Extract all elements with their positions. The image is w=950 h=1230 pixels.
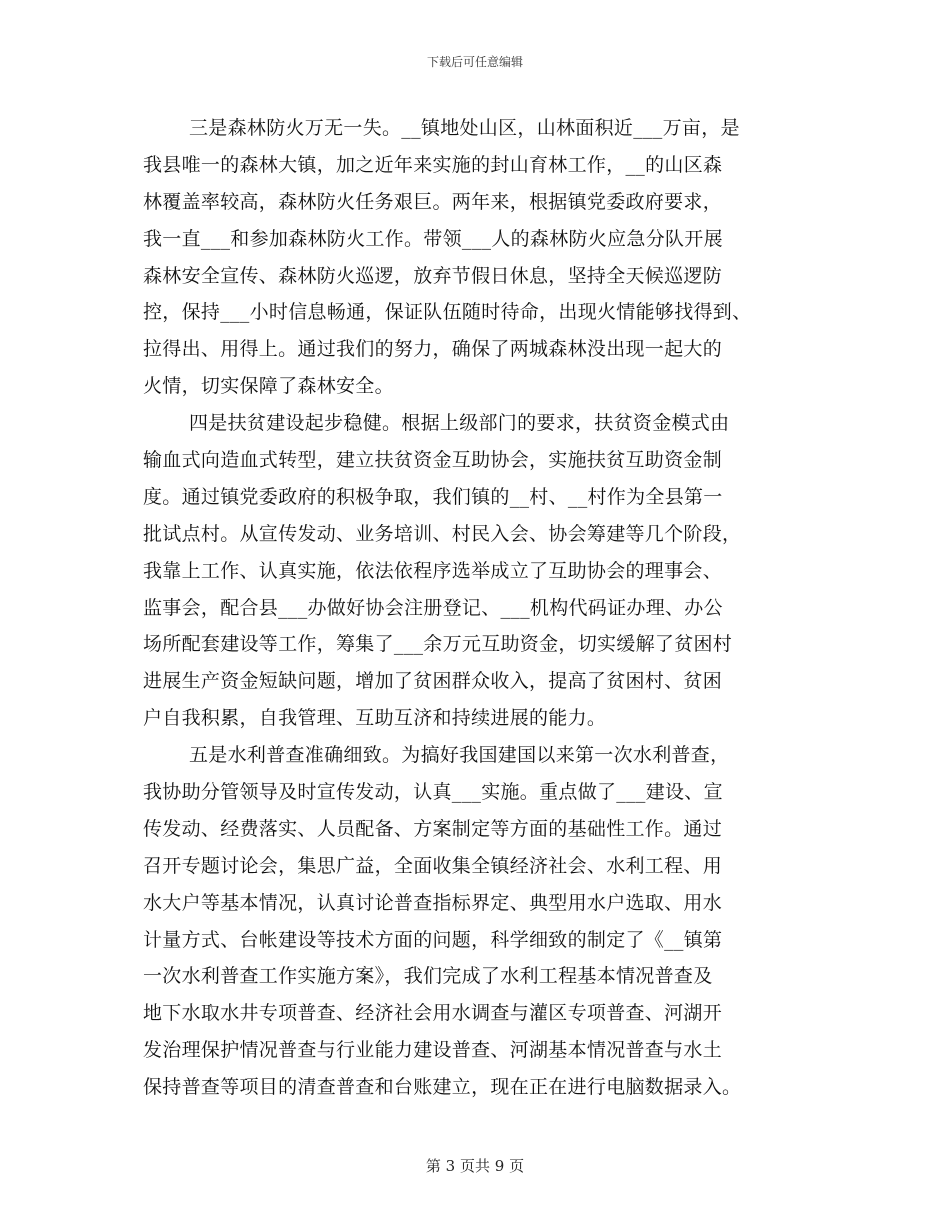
paragraph-poverty-relief — [143, 405, 823, 737]
text-line: 传发动、经费落实、人员配备、方案制定等方面的基础性工作。通过 — [143, 817, 723, 840]
text-line: 我靠上工作、认真实施，依法依程序选举成立了互助协会的理事会、 — [143, 559, 723, 582]
text-line: 输血式向造血式转型，建立扶贫资金互助协会，实施扶贫互助资金制 — [143, 449, 723, 472]
text-line: 批试点村。从宣传发动、业务培训、村民入会、协会筹建等几个阶段， — [143, 522, 742, 545]
paragraph-forest-fire — [143, 110, 823, 405]
text-line: 水大户等基本情况，认真讨论普查指标界定、典型用水户选取、用水 — [143, 891, 723, 914]
text-line: 计量方式、台帐建设等技术方面的问题，科学细致的制定了《__镇第 — [143, 928, 723, 951]
text-line: 场所配套建设等工作，筹集了___余万元互助资金，切实缓解了贫困村 — [143, 633, 733, 656]
text-line: 我县唯一的森林大镇，加之近年来实施的封山育林工作，__的山区森 — [143, 153, 723, 176]
text-line: 森林安全宣传、森林防火巡逻，放弃节假日休息，坚持全天候巡逻防 — [143, 264, 723, 287]
text-line: 控，保持___小时信息畅通，保证队伍随时待命，出现火情能够找得到、 — [143, 301, 752, 324]
document-body — [143, 110, 823, 1106]
text-line: 进展生产资金短缺问题，增加了贫困群众收入，提高了贫困村、贫困 — [143, 670, 723, 693]
text-line: 保持普查等项目的清查普查和台账建立，现在正在进行电脑数据录入。 — [143, 1076, 742, 1099]
text-line: 地下水取水井专项普查、经济社会用水调查与灌区专项普查、河湖开 — [143, 1002, 723, 1025]
paragraph-water-census — [143, 737, 823, 1106]
text-line: 一次水利普查工作实施方案》，我们完成了水利工程基本情况普查及 — [143, 965, 713, 988]
page-number: 第 3 页共 9 页 — [425, 1157, 525, 1175]
text-line: 监事会，配合县___办做好协会注册登记、___机构代码证办理、办公 — [143, 596, 723, 619]
text-line: 户自我积累，自我管理、互助互济和持续进展的能力。 — [143, 707, 607, 730]
text-line: 林覆盖率较高，森林防火任务艰巨。两年来，根据镇党委政府要求， — [143, 190, 723, 213]
text-line: 火情，切实保障了森林安全。 — [143, 375, 394, 398]
text-line: 拉得出、用得上。通过我们的努力，确保了两城森林没出现一起大的 — [143, 338, 723, 361]
text-line: 发治理保护情况普查与行业能力建设普查、河湖基本情况普查与水土 — [143, 1039, 723, 1062]
page-header: 下载后可任意编辑 — [426, 55, 523, 69]
text-line: 我协助分管领导及时宣传发动，认真___实施。重点做了___建设、宣 — [143, 781, 723, 804]
text-line: 四是扶贫建设起步稳健。根据上级部门的要求，扶贫资金模式由 — [189, 412, 730, 435]
text-line: 我一直___和参加森林防火工作。带领___人的森林防火应急分队开展 — [143, 227, 723, 250]
text-line: 度。通过镇党委政府的积极争取，我们镇的__村、__村作为全县第一 — [143, 485, 723, 508]
text-line: 召开专题讨论会，集思广益，全面收集全镇经济社会、水利工程、用 — [143, 854, 723, 877]
text-line: 五是水利普查准确细致。为搞好我国建国以来第一次水利普查， — [189, 744, 730, 767]
text-line: 三是森林防火万无一失。__镇地处山区，山林面积近___万亩，是 — [189, 117, 740, 139]
